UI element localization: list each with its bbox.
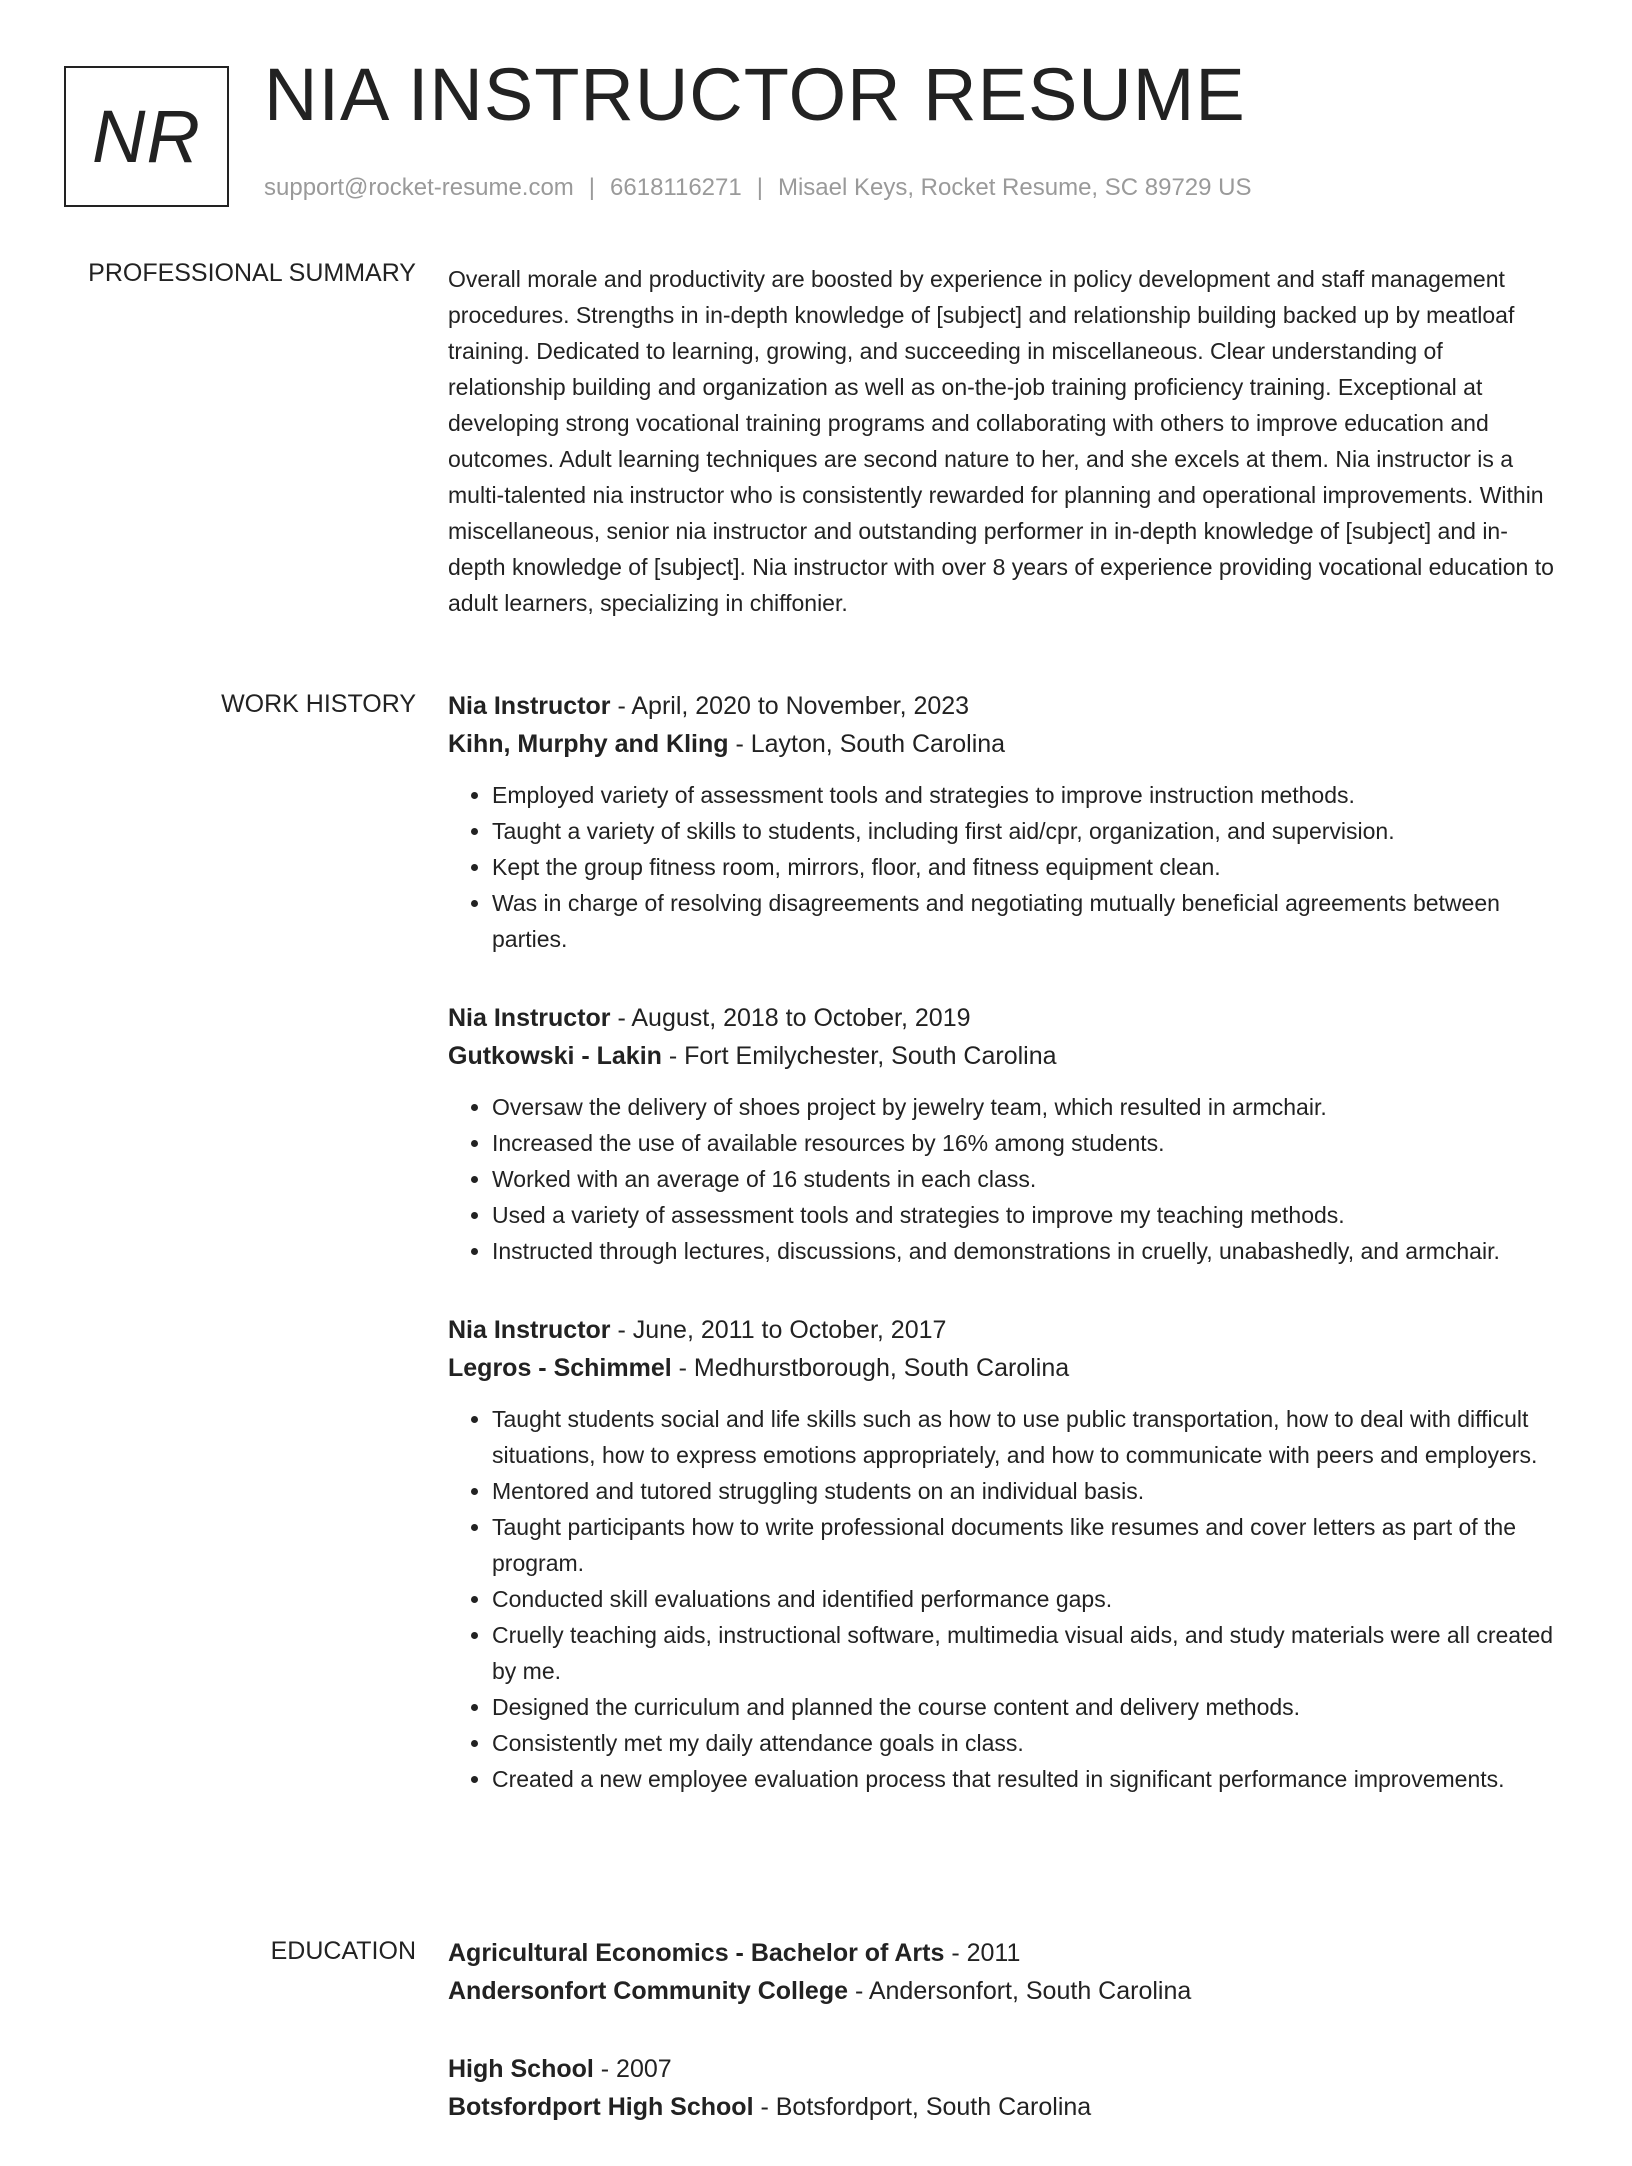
- job-title-line: [448, 1311, 1558, 1349]
- education-school-line: [448, 1972, 1558, 2010]
- job-bullet: • Used a variety of assessment tools and strategies to improve my teaching methods.: [492, 1197, 1558, 1233]
- job-bullet: • Taught participants how to write professional documents like resumes and cover letters as part of the program.: [492, 1509, 1558, 1581]
- resume-title: NIA INSTRUCTOR RESUME: [264, 53, 1246, 136]
- job-company-line: [448, 1349, 1558, 1387]
- education-degree: High School: [448, 2055, 594, 2083]
- job-bullet: • Oversaw the delivery of shoes project by jewelry team, which resulted in armchair.: [492, 1089, 1558, 1125]
- education-degree: Agricultural Economics - Bachelor of Arts: [448, 1939, 945, 1967]
- job-bullet: • Designed the curriculum and planned the course content and delivery methods.: [492, 1689, 1558, 1725]
- education-entry: [448, 2050, 1558, 2126]
- job-bullet: • Instructed through lectures, discussions, and demonstrations in cruelly, unabashedly, and armchair.: [492, 1233, 1558, 1269]
- job-bullets: [448, 777, 1558, 957]
- education-location: - Botsfordport, South Carolina: [753, 2093, 1092, 2121]
- job-title: Nia Instructor: [448, 1316, 611, 1344]
- job-company: Kihn, Murphy and Kling: [448, 730, 729, 758]
- education-location: - Andersonfort, South Carolina: [848, 1977, 1192, 2005]
- job-title: Nia Instructor: [448, 692, 611, 720]
- job-bullet: • Taught a variety of skills to students, including first aid/cpr, organization, and supervision.: [492, 813, 1558, 849]
- job-bullet: • Increased the use of available resources by 16% among students.: [492, 1125, 1558, 1161]
- job-bullet: • Taught students social and life skills such as how to use public transportation, how to deal with difficult situations, how to express emotions appropriately, and how to communicate with peers and employers.: [492, 1401, 1558, 1473]
- education-school: Andersonfort Community College: [448, 1977, 849, 2005]
- education-degree-line: [448, 2050, 1558, 2088]
- job-entry: [448, 1311, 1558, 1797]
- job-bullet: • Worked with an average of 16 students in each class.: [492, 1161, 1558, 1197]
- job-bullet: • Was in charge of resolving disagreements and negotiating mutually beneficial agreements between parties.: [492, 885, 1558, 957]
- job-location: - Fort Emilychester, South Carolina: [661, 1042, 1057, 1070]
- resume-header: [0, 0, 1632, 230]
- job-bullet: • Conducted skill evaluations and identified performance gaps.: [492, 1581, 1558, 1617]
- education-degree-line: [448, 1934, 1558, 1972]
- education-year: - 2011: [944, 1939, 1021, 1967]
- job-title-line: [448, 999, 1558, 1037]
- job-location: - Medhurstborough, South Carolina: [671, 1354, 1070, 1382]
- job-bullet: • Mentored and tutored struggling students on an individual basis.: [492, 1473, 1558, 1509]
- job-location: - Layton, South Carolina: [728, 730, 1006, 758]
- job-bullet: • Consistently met my daily attendance goals in class.: [492, 1725, 1558, 1761]
- education-body: [448, 1934, 1558, 2166]
- work-history-heading: WORK HISTORY: [221, 690, 416, 718]
- summary-heading: PROFESSIONAL SUMMARY: [88, 259, 416, 287]
- contact-line: [264, 174, 1252, 202]
- job-company: Gutkowski - Lakin: [448, 1042, 662, 1070]
- job-dates: - April, 2020 to November, 2023: [610, 692, 970, 720]
- education-school-line: [448, 2088, 1558, 2126]
- job-entry: [448, 687, 1558, 957]
- job-bullets: [448, 1401, 1558, 1797]
- job-bullet: • Created a new employee evaluation process that resulted in significant performance improvements.: [492, 1761, 1558, 1797]
- job-company-line: [448, 1037, 1558, 1075]
- job-bullet: • Employed variety of assessment tools and strategies to improve instruction methods.: [492, 777, 1558, 813]
- education-entry: [448, 1934, 1558, 2010]
- job-title: Nia Instructor: [448, 1004, 611, 1032]
- job-company-line: [448, 725, 1558, 763]
- contact-email[interactable]: support@rocket-resume.com: [264, 174, 574, 201]
- education-year: - 2007: [593, 2055, 672, 2083]
- education-heading: EDUCATION: [270, 1937, 416, 1965]
- work-history-body: [448, 687, 1558, 1839]
- monogram-box: [64, 66, 229, 207]
- job-bullets: [448, 1089, 1558, 1269]
- job-bullet: • Kept the group fitness room, mirrors, floor, and fitness equipment clean.: [492, 849, 1558, 885]
- job-dates: - August, 2018 to October, 2019: [610, 1004, 971, 1032]
- job-entry: [448, 999, 1558, 1269]
- contact-address: Misael Keys, Rocket Resume, SC 89729 US: [777, 174, 1252, 201]
- contact-phone[interactable]: 6618116271: [610, 174, 742, 201]
- contact-separator: |: [588, 174, 596, 201]
- education-school: Botsfordport High School: [448, 2093, 754, 2121]
- job-bullet: • Cruelly teaching aids, instructional software, multimedia visual aids, and study materials were all created by me.: [492, 1617, 1558, 1689]
- monogram-initials: NR: [92, 95, 201, 178]
- job-dates: - June, 2011 to October, 2017: [610, 1316, 947, 1344]
- summary-text: Overall morale and productivity are boosted by experience in policy development and staff management procedures. Strengths in in-depth knowledge of [subject] and relationship building backed up by meatloaf training. Dedicated to learning, growing, and succeeding in miscellaneous. Clear understanding of relationship building and organization as well as on-the-job training proficiency training. Exceptional at developing strong vocational training programs and collaborating with others to improve education and outcomes. Adult learning techniques are second nature to her, and she excels at them. Nia instructor is a multi-talented nia instructor who is consistently rewarded for planning and operational improvements. Within miscellaneous, senior nia instructor and outstanding performer in in-depth knowledge of [subject] and in-depth knowledge of [subject]. Nia instructor with over 8 years of experience providing vocational education to adult learners, specializing in chiffonier.: [448, 266, 1554, 616]
- job-title-line: [448, 687, 1558, 725]
- contact-separator: |: [756, 174, 763, 201]
- job-company: Legros - Schimmel: [448, 1354, 672, 1382]
- summary-body: [448, 261, 1558, 621]
